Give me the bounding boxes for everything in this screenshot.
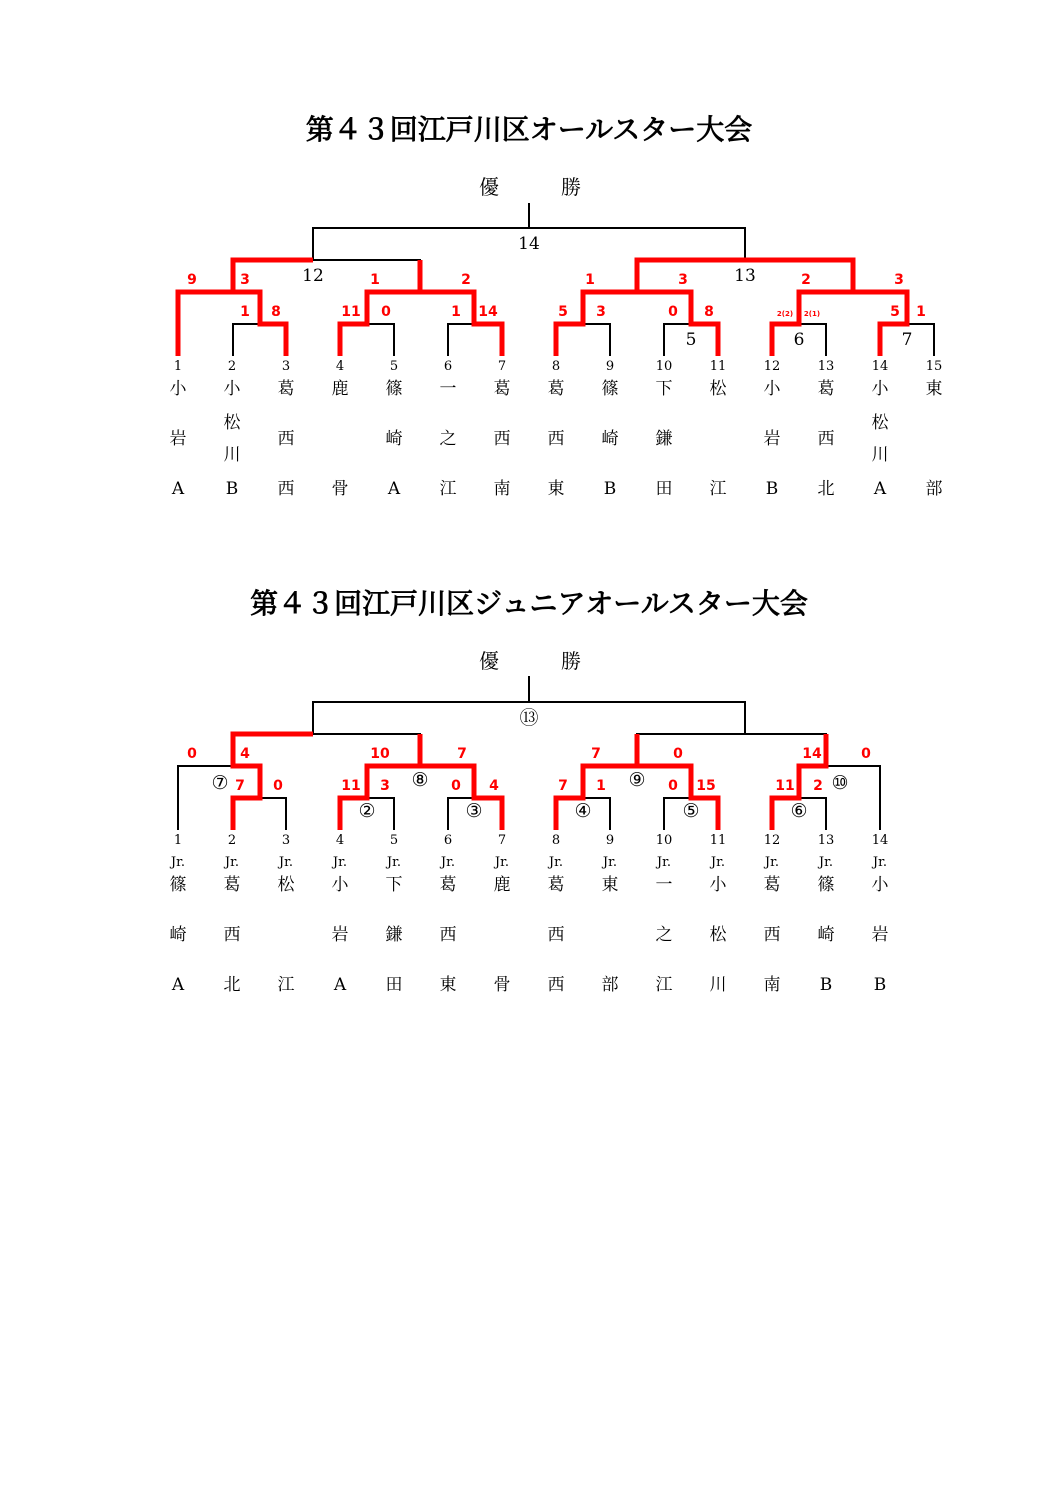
score: 3 <box>380 778 390 794</box>
team-name: 西 <box>547 925 565 945</box>
team-name: 鎌 <box>385 925 403 945</box>
team-name: B <box>225 479 239 499</box>
team-name: 崎 <box>169 925 187 945</box>
game-number: 14 <box>518 234 540 254</box>
seed-number: 8 <box>551 359 561 374</box>
team-name: 松 <box>709 925 727 945</box>
bracket-line <box>340 324 394 356</box>
team-name: 西 <box>223 925 241 945</box>
score: 3 <box>596 304 606 320</box>
champion-label: 勝 <box>561 649 581 673</box>
game-number: ⑩ <box>831 772 849 794</box>
seed-number: 12 <box>763 359 781 374</box>
team-name: 下 <box>385 875 403 895</box>
team-name: 小 <box>331 875 349 895</box>
team-name: B <box>603 479 617 499</box>
score: 7 <box>457 746 467 762</box>
champion-label: 勝 <box>561 175 581 199</box>
bracket-line <box>233 324 286 356</box>
game-number: 6 <box>793 330 805 350</box>
score: 0 <box>273 778 283 794</box>
team-name: 葛 <box>277 379 295 399</box>
seed-number: 3 <box>281 833 291 848</box>
seed-number: 7 <box>497 359 507 374</box>
game-number: 12 <box>302 266 324 286</box>
team-name: 岩 <box>169 429 187 449</box>
team-name: 小 <box>223 379 241 399</box>
team-name: 江 <box>439 479 457 499</box>
jr-prefix: Jr. <box>764 855 780 870</box>
game-number: ④ <box>574 800 592 822</box>
jr-prefix: Jr. <box>224 855 240 870</box>
team-name: 篠 <box>169 875 187 895</box>
team-name: 西 <box>763 925 781 945</box>
score: 1 <box>596 778 606 794</box>
team-name: 川 <box>709 975 727 995</box>
bracket-line <box>233 260 420 292</box>
score: 14 <box>802 746 822 762</box>
team-name: 一 <box>439 379 457 399</box>
score: 14 <box>478 304 498 320</box>
bracket-line <box>233 798 286 830</box>
score: 2 <box>801 272 811 288</box>
game-number: ② <box>358 800 376 822</box>
team-name: 葛 <box>547 379 565 399</box>
team-name: 岩 <box>871 925 889 945</box>
team-name: 西 <box>277 479 295 499</box>
score: 0 <box>187 746 197 762</box>
team-name: 小 <box>871 379 889 399</box>
jr-prefix: Jr. <box>386 855 402 870</box>
seed-number: 5 <box>389 359 399 374</box>
seed-number: 10 <box>655 833 673 848</box>
team-name: 東 <box>601 875 619 895</box>
seed-number: 1 <box>173 833 183 848</box>
score: 0 <box>673 746 683 762</box>
team-name: 葛 <box>493 379 511 399</box>
score: 2(1) <box>803 310 821 318</box>
bracket-line <box>233 734 420 766</box>
seed-number: 9 <box>605 833 615 848</box>
team-name: 川 <box>223 445 241 465</box>
score: 0 <box>451 778 461 794</box>
team-name: 一 <box>655 875 673 895</box>
jr-prefix: Jr. <box>170 855 186 870</box>
seed-number: 15 <box>925 359 943 374</box>
score: 3 <box>240 272 250 288</box>
bracket-line <box>178 292 233 356</box>
team-name: 小 <box>763 379 781 399</box>
score: 5 <box>890 304 900 320</box>
seed-number: 3 <box>281 359 291 374</box>
team-name: 之 <box>439 429 457 449</box>
game-number: ⑥ <box>790 800 808 822</box>
jr-prefix: Jr. <box>710 855 726 870</box>
team-name: 葛 <box>547 875 565 895</box>
score: 2(2) <box>776 310 794 318</box>
team-name: 葛 <box>763 875 781 895</box>
team-name: 田 <box>385 975 403 995</box>
senior-tournament-title: 第４３回江戸川区オールスター大会 <box>305 113 753 146</box>
team-name: 崎 <box>385 429 403 449</box>
team-name: 東 <box>925 379 943 399</box>
score: 3 <box>678 272 688 288</box>
team-name: 崎 <box>817 925 835 945</box>
team-name: 田 <box>655 479 673 499</box>
score: 1 <box>585 272 595 288</box>
jr-prefix: Jr. <box>872 855 888 870</box>
team-name: 鎌 <box>655 429 673 449</box>
game-number: ⑧ <box>411 769 429 791</box>
seed-number: 13 <box>817 833 835 848</box>
seed-number: 14 <box>871 359 889 374</box>
team-name: 小 <box>709 875 727 895</box>
team-name: 部 <box>925 479 943 499</box>
team-name: 葛 <box>817 379 835 399</box>
score: 11 <box>775 778 795 794</box>
score: 7 <box>235 778 245 794</box>
score: 11 <box>341 778 361 794</box>
team-name: 江 <box>709 479 727 499</box>
team-name: 鹿 <box>493 875 511 895</box>
team-name: 骨 <box>331 479 349 499</box>
team-name: 松 <box>277 875 295 895</box>
score: 10 <box>370 746 390 762</box>
team-name: 之 <box>655 925 673 945</box>
team-name: 川 <box>871 445 889 465</box>
team-name: 西 <box>277 429 295 449</box>
score: 0 <box>668 778 678 794</box>
team-name: B <box>819 975 833 995</box>
team-name: 西 <box>547 429 565 449</box>
team-name: A <box>873 479 887 499</box>
team-name: 鹿 <box>331 379 349 399</box>
bracket-line <box>637 734 826 766</box>
seed-number: 2 <box>227 359 237 374</box>
score: 4 <box>240 746 250 762</box>
winner-path <box>853 292 907 356</box>
jr-prefix: Jr. <box>440 855 456 870</box>
team-name: A <box>171 975 185 995</box>
team-name: A <box>171 479 185 499</box>
seed-number: 5 <box>389 833 399 848</box>
team-name: 岩 <box>763 429 781 449</box>
score: 8 <box>271 304 281 320</box>
seed-number: 1 <box>173 359 183 374</box>
game-number: ⑨ <box>628 769 646 791</box>
team-name: 篠 <box>385 379 403 399</box>
score: 1 <box>370 272 380 288</box>
team-name: 岩 <box>331 925 349 945</box>
game-number: 7 <box>901 330 913 350</box>
team-name: 葛 <box>223 875 241 895</box>
score: 1 <box>240 304 250 320</box>
score: 11 <box>341 304 361 320</box>
team-name: 松 <box>709 379 727 399</box>
team-name: 南 <box>493 479 511 499</box>
seed-number: 11 <box>709 359 727 374</box>
seed-number: 2 <box>227 833 237 848</box>
team-name: 東 <box>547 479 565 499</box>
game-number: ⑬ <box>519 707 539 729</box>
seed-number: 11 <box>709 833 727 848</box>
team-name: 崎 <box>601 429 619 449</box>
jr-prefix: Jr. <box>494 855 510 870</box>
game-number: ⑦ <box>211 772 229 794</box>
team-name: A <box>387 479 401 499</box>
champion-label: 優 <box>479 649 499 673</box>
score: 2 <box>813 778 823 794</box>
score: 1 <box>916 304 926 320</box>
team-name: 西 <box>817 429 835 449</box>
bracket-line <box>448 324 502 356</box>
team-name: 西 <box>547 975 565 995</box>
seed-number: 4 <box>335 833 345 848</box>
game-number: ⑤ <box>682 800 700 822</box>
seed-number: 13 <box>817 359 835 374</box>
game-number: ③ <box>465 800 483 822</box>
score: 0 <box>668 304 678 320</box>
seed-number: 14 <box>871 833 889 848</box>
score: 5 <box>558 304 568 320</box>
team-name: A <box>333 975 347 995</box>
junior-tournament-title: 第４３回江戸川区ジュニアオールスター大会 <box>250 587 808 620</box>
bracket-line <box>556 324 610 356</box>
seed-number: 8 <box>551 833 561 848</box>
seed-number: 12 <box>763 833 781 848</box>
score: 7 <box>591 746 601 762</box>
team-name: 篠 <box>817 875 835 895</box>
team-name: 北 <box>817 479 835 499</box>
score: 1 <box>451 304 461 320</box>
seed-number: 6 <box>443 359 453 374</box>
team-name: 葛 <box>439 875 457 895</box>
team-name: 松 <box>223 413 241 433</box>
team-name: 西 <box>439 925 457 945</box>
champion-label: 優 <box>479 175 499 199</box>
jr-prefix: Jr. <box>818 855 834 870</box>
jr-prefix: Jr. <box>548 855 564 870</box>
score: 15 <box>696 778 716 794</box>
jr-prefix: Jr. <box>602 855 618 870</box>
game-number: 5 <box>685 330 697 350</box>
team-name: 篠 <box>601 379 619 399</box>
score: 3 <box>894 272 904 288</box>
team-name: 西 <box>493 429 511 449</box>
jr-prefix: Jr. <box>656 855 672 870</box>
score: 2 <box>461 272 471 288</box>
score: 9 <box>187 272 197 288</box>
team-name: 江 <box>655 975 673 995</box>
score: 0 <box>861 746 871 762</box>
team-name: 部 <box>601 975 619 995</box>
score: 8 <box>704 304 714 320</box>
team-name: 松 <box>871 413 889 433</box>
team-name: 骨 <box>493 975 511 995</box>
team-name: 東 <box>439 975 457 995</box>
team-name: 小 <box>871 875 889 895</box>
seed-number: 6 <box>443 833 453 848</box>
team-name: B <box>765 479 779 499</box>
seed-number: 9 <box>605 359 615 374</box>
seed-number: 10 <box>655 359 673 374</box>
team-name: 北 <box>223 975 241 995</box>
team-name: 江 <box>277 975 295 995</box>
jr-prefix: Jr. <box>332 855 348 870</box>
score: 7 <box>558 778 568 794</box>
seed-number: 4 <box>335 359 345 374</box>
team-name: 下 <box>655 379 673 399</box>
team-name: B <box>873 975 887 995</box>
team-name: 小 <box>169 379 187 399</box>
score: 0 <box>381 304 391 320</box>
jr-prefix: Jr. <box>278 855 294 870</box>
score: 4 <box>489 778 499 794</box>
team-name: 南 <box>763 975 781 995</box>
game-number: 13 <box>734 266 756 286</box>
seed-number: 7 <box>497 833 507 848</box>
